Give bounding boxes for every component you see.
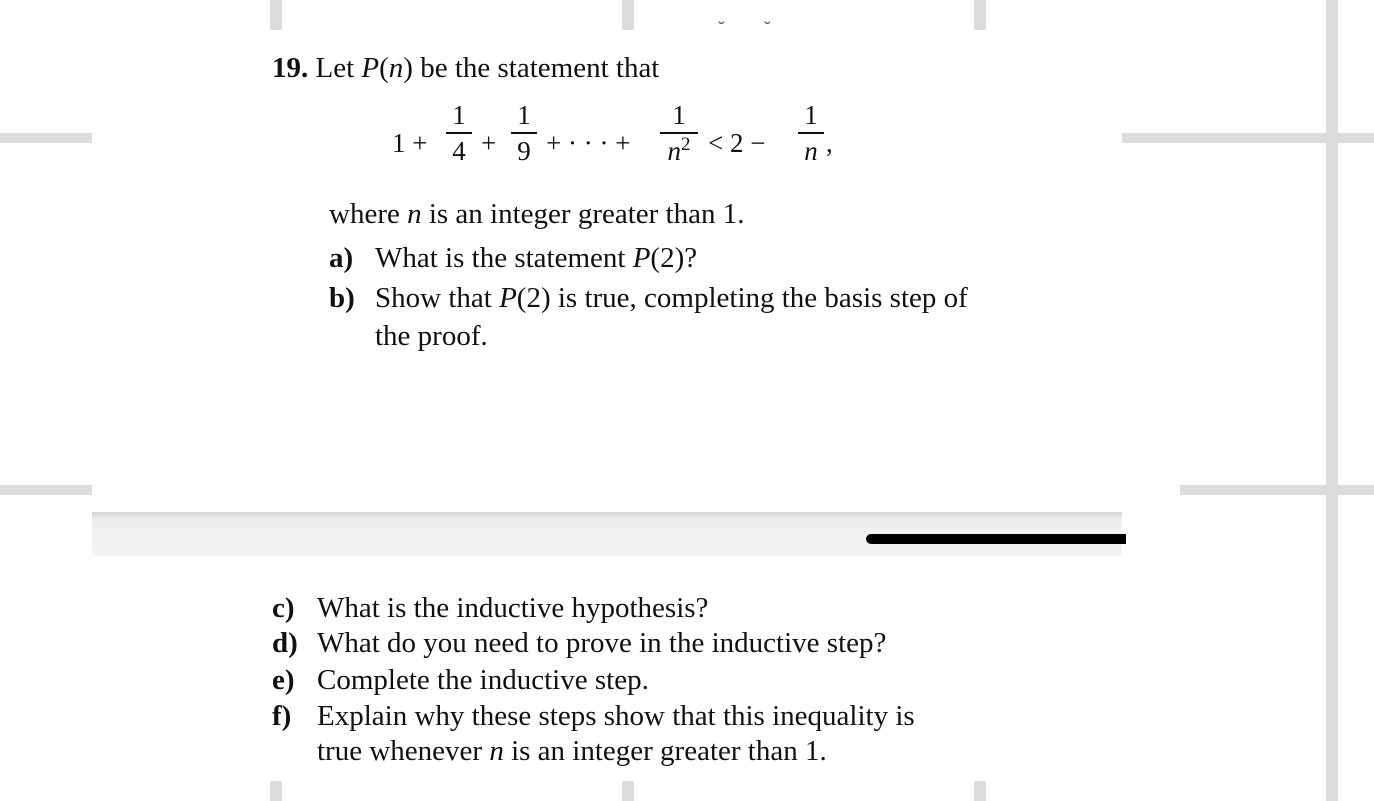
part-label: a)	[329, 242, 354, 274]
fraction-1-over-n: 1 n	[798, 100, 824, 166]
part-f-continuation: true whenever n is an integer greater than 1.	[317, 735, 827, 767]
guide-line	[270, 781, 282, 801]
guide-line	[1326, 0, 1338, 801]
part-d: d) What do you need to prove in the inductive step?	[272, 627, 887, 659]
scrollbar-thumb[interactable]	[866, 534, 1126, 544]
fraction-1-over-4: 1 4	[446, 100, 472, 166]
fraction-1-over-n-squared: 1 $n^2$	[660, 100, 698, 166]
fraction-1-over-9: 1 9	[511, 100, 537, 166]
guide-line	[622, 781, 634, 801]
part-label: d)	[272, 627, 298, 659]
part-e: e) Complete the inductive step.	[272, 664, 649, 696]
guide-line	[1180, 485, 1374, 495]
problem-number: 19.	[272, 52, 309, 84]
part-c: c) What is the inductive hypothesis?	[272, 592, 709, 624]
guide-line	[0, 133, 92, 143]
guide-line	[974, 781, 986, 801]
guide-line	[270, 0, 282, 30]
part-f: f) Explain why these steps show that this inequality is	[272, 700, 915, 732]
problem-heading: 19. Let P(n) be the statement that	[272, 52, 660, 84]
part-label: f)	[272, 700, 292, 732]
guide-line	[622, 0, 634, 30]
part-label: b)	[329, 282, 355, 314]
eq-plus: +	[481, 128, 497, 158]
part-a: a) What is the statement P(2)?	[329, 242, 698, 274]
eq-less-than: < 2 −	[708, 128, 766, 158]
where-clause: where n is an integer greater than 1.	[329, 198, 745, 230]
clipped-text-fragment: ˘	[764, 18, 771, 40]
eq-lead: 1 +	[392, 128, 428, 158]
guide-line	[0, 485, 92, 495]
guide-line	[974, 0, 986, 30]
guide-line	[1122, 133, 1374, 143]
eq-ellipsis: + · · · +	[546, 128, 631, 158]
part-b: b) Show that P(2) is true, completing the basis step of	[329, 282, 968, 314]
eq-comma: ,	[826, 128, 833, 158]
part-label: c)	[272, 592, 295, 624]
part-b-continuation: the proof.	[375, 320, 488, 352]
part-label: e)	[272, 664, 295, 696]
clipped-text-fragment: ˘	[718, 18, 725, 40]
